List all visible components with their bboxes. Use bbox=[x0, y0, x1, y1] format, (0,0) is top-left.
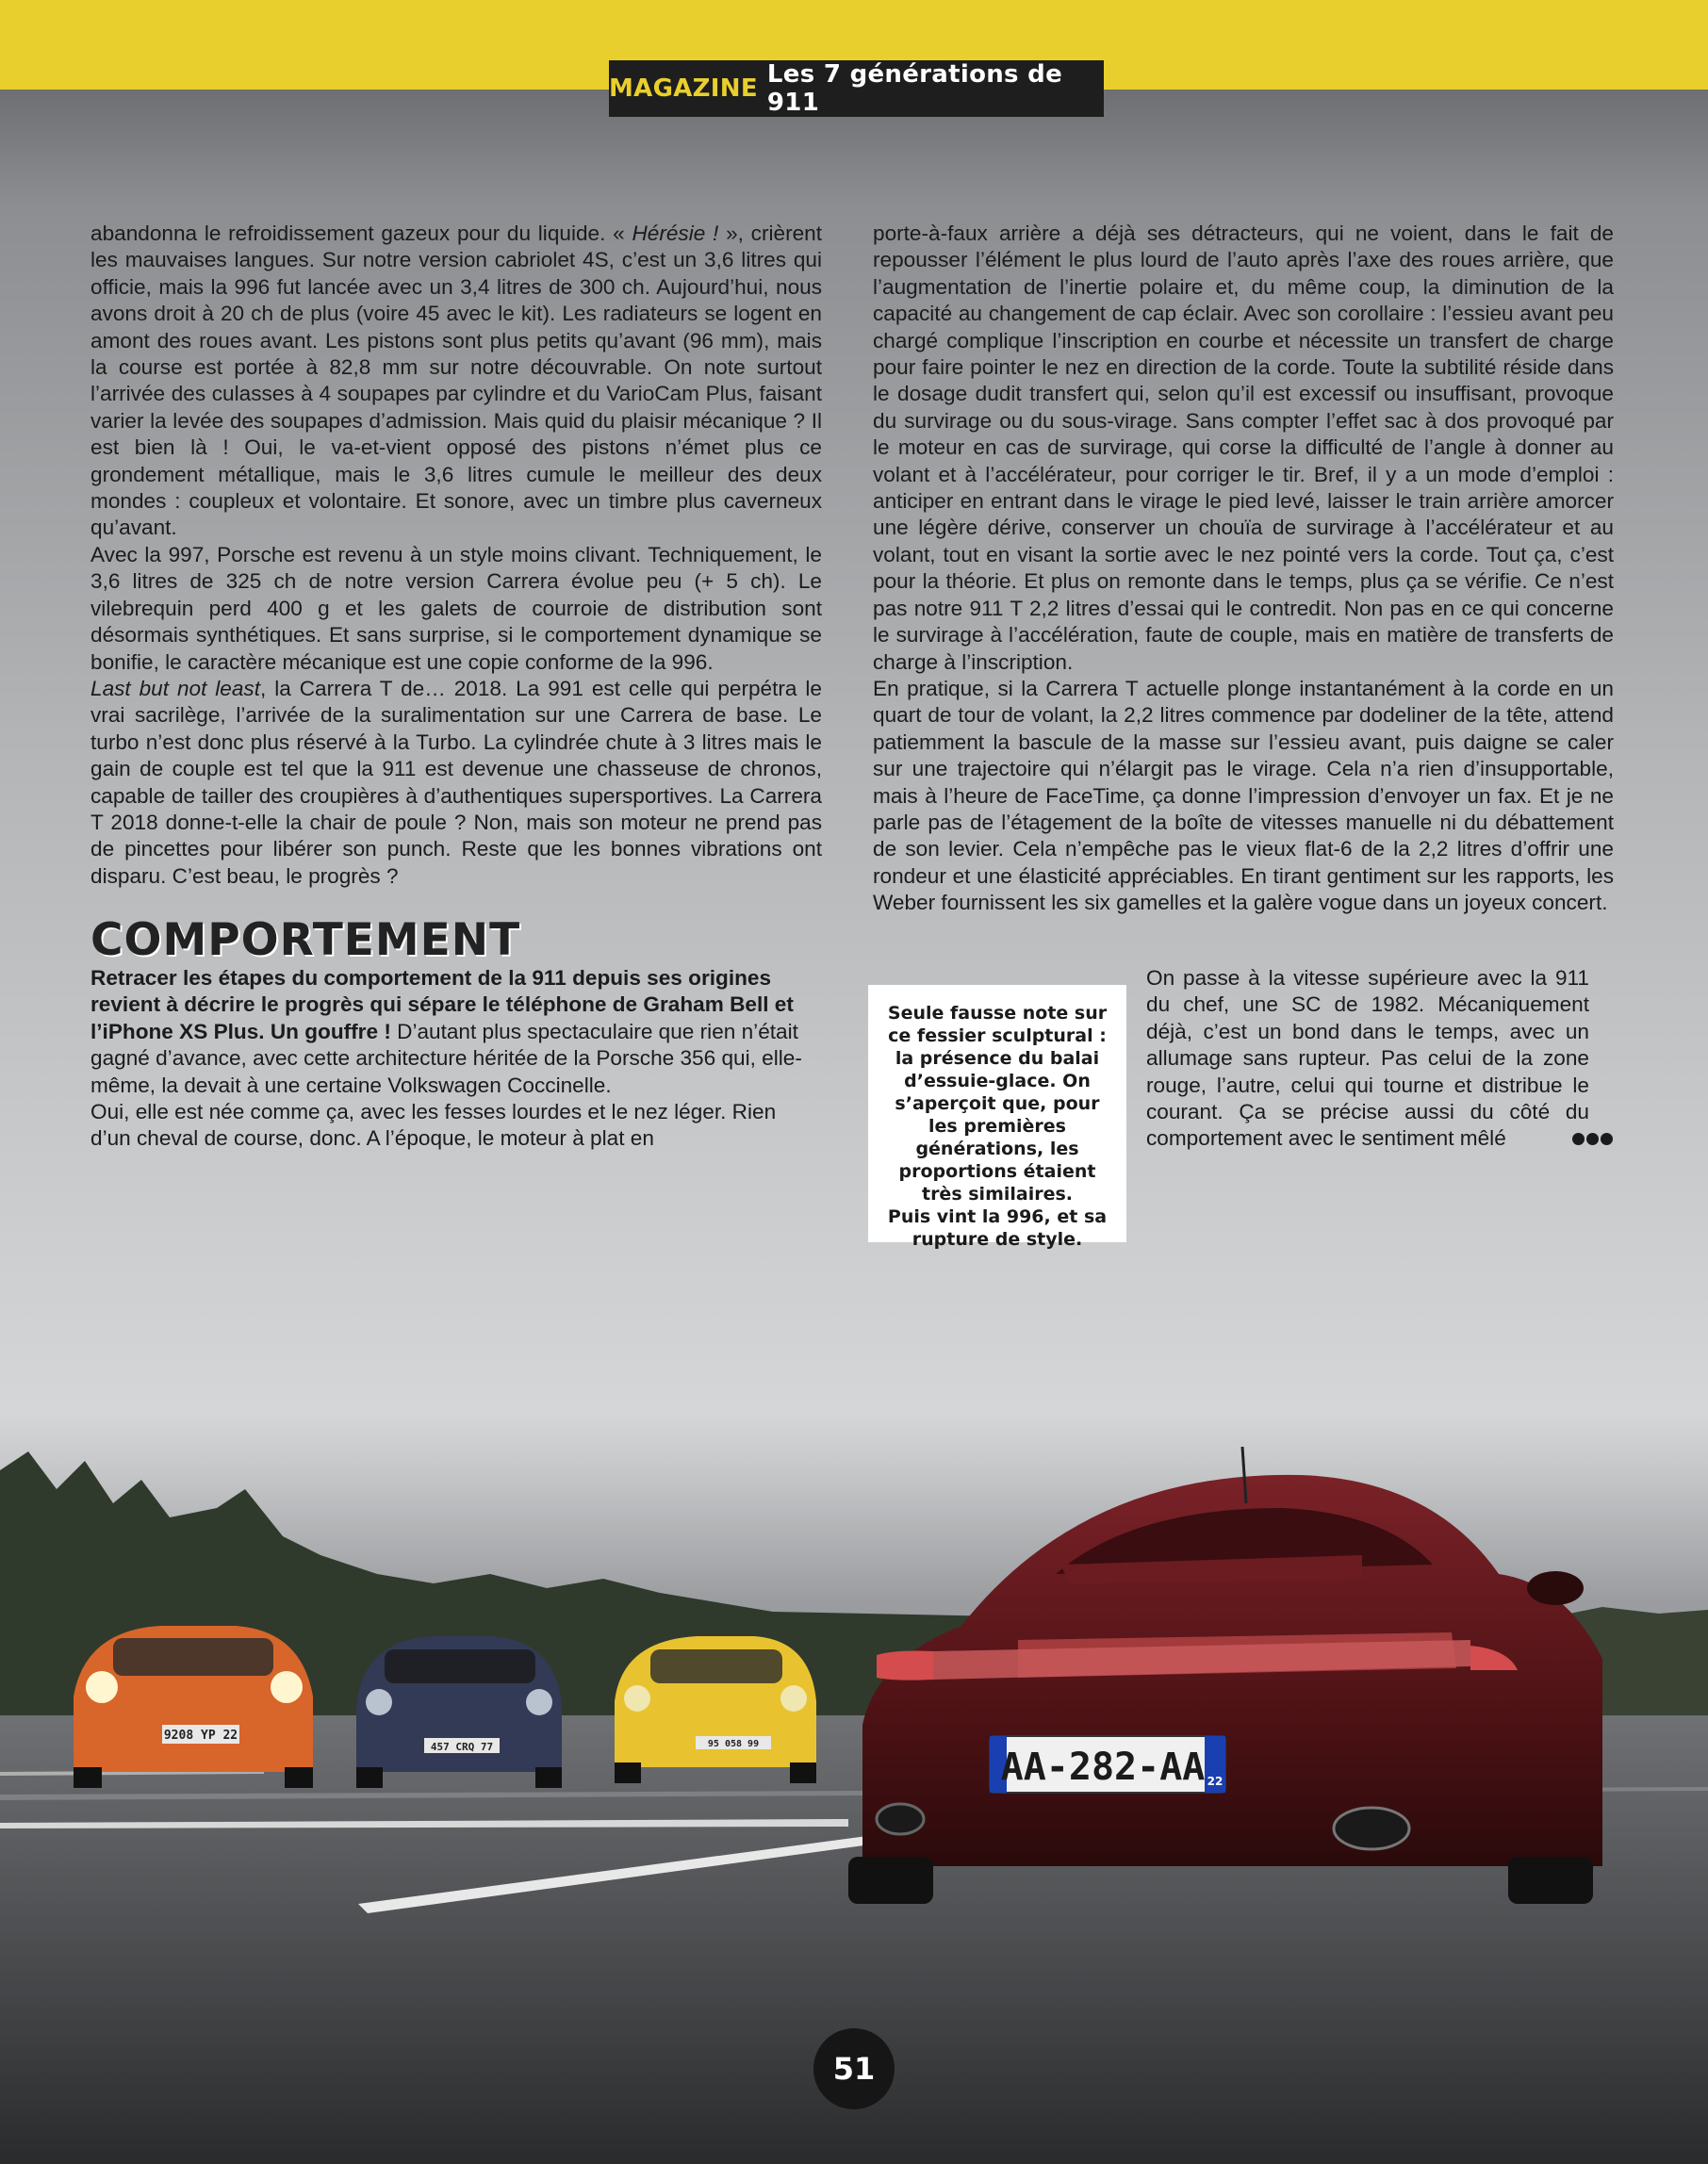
lead-text: Retracer les étapes du comportement de la 911 depuis ses origines revient à décrire le progrès qui sépare le téléphone de Graham Bell et l’iPhone XS Plus. Un gouffre ! bbox=[90, 966, 794, 1043]
paragraph: On passe à la vitesse supérieure avec la 911 du chef, une SC de 1982. Mécaniquement déjà, c’est un bond dans le temps, avec un allumage sans rupteur. Pas celui de la zone rouge, l’autre, celui qui tourne et distribue le courant. Ça se précise aussi du côté du comportement avec le sentiment mêlé bbox=[1146, 966, 1589, 1151]
right-column-continued bbox=[1146, 965, 1589, 1153]
paragraph: En pratique, si la Carrera T actuelle plonge instantanément à la corde en un quart de tour de volant, la 2,2 litres commence par dodeliner de la tête, attend patiemment la bascule de la masse sur l’essieu avant, puis daigne se caler sur une trajectoire qui n’élargit pas le virage. Cela n’a rien d’insupportable, mais à l’heure de FaceTime, ça donne l’impression d’envoyer un fax. Et je ne parle pas de l’étagement de la boîte de vitesses manuelle ni du débattement de son levier. Cela n’empêche pas le vieux flat-6 de la 2,2 litres d’offrir une rondeur et une élasticité appréciables. En tirant gentiment sur les rapports, les Weber fournissent les six gamelles et la galère vogue dans un joyeux concert. bbox=[873, 676, 1614, 915]
left-column bbox=[90, 221, 822, 890]
right-column bbox=[873, 221, 1614, 917]
section-text bbox=[90, 965, 822, 1153]
orange-porsche bbox=[74, 1626, 313, 1788]
svg-text:457 CRQ 77: 457 CRQ 77 bbox=[430, 1741, 494, 1753]
svg-text:AA-282-AA: AA-282-AA bbox=[1000, 1746, 1206, 1789]
red-porsche-993 bbox=[848, 1447, 1602, 1904]
section-heading: COMPORTEMENT bbox=[90, 914, 521, 966]
paragraph: Last but not least, la Carrera T de… 2018. La 991 est celle qui perpétra le vrai sacrilège, l’arrivée de la suralimentation sur une Carrera de base. Le turbo n’est donc plus réservé à la Turbo. La cylindrée chute à 3 litres mais le gain de couple est tel que la 911 est devenue une chasseuse de chronos, capable de tailler des croupières à d’authentiques supersportives. La Carrera T 2018 donne-t-elle la chair de poule ? Non, mais son moteur ne prend pas de pincettes pour libérer son punch. Reste que les bonnes vibrations ont disparu. C’est beau, le progrès ? bbox=[90, 676, 822, 888]
photo-caption: Seule fausse note sur ce fessier sculptural : la présence du balai d’essuie-glace. On s’aperçoit que, pour les premières générations, les proportions étaient très similaires. Puis vint la 996, et sa rupture de style. bbox=[868, 985, 1126, 1242]
paragraph: Retracer les étapes du comportement de la 911 depuis ses origines revient à décrire le progrès qui sépare le téléphone de Graham Bell et l’iPhone XS Plus. Un gouffre ! D’autant plus spectaculaire que rien n’était gagné d’avance, avec cette architecture héritée de la Porsche 356 qui, elle-même, la devait à une certaine Volkswagen Coccinelle. bbox=[90, 966, 802, 1097]
paragraph: abandonna le refroidissement gazeux pour du liquide. « Hérésie ! », crièrent les mauvaises langues. Sur notre version cabriolet 4S, c’est un 3,6 litres qui officie, mais la 996 fut lancée avec un 3,4 litres de 300 ch. Aujourd’hui, nous avons droit à 20 ch de plus (voire 45 avec le kit). Les radiateurs se logent en amont des roues avant. Les pistons sont plus petits qu’avant (96 mm), mais la course est portée à 82,8 mm sur notre découvrable. On note surtout l’arrivée des culasses à 4 soupapes par cylindre et du VarioCam Plus, faisant varier la levée des soupapes d’admission. Mais quid du plaisir mécanique ? Il est bien là ! Oui, le va-et-vient opposé des pistons n’émet plus ce grondement métallique, mais le 3,6 litres cumule le meilleur des deux mondes : coupleux et volontaire. Et sonore, avec un timbre plus caverneux qu’avant. bbox=[90, 221, 823, 540]
yellow-porsche bbox=[615, 1636, 816, 1783]
page-number: 51 bbox=[813, 2028, 895, 2109]
svg-text:9208 YP 22: 9208 YP 22 bbox=[163, 1729, 238, 1743]
section-label: MAGAZINE bbox=[609, 74, 758, 103]
paragraph: Avec la 997, Porsche est revenu à un style moins clivant. Techniquement, le 3,6 litres de 325 ch de notre version Carrera évolue peu (+ 5 ch). Le vilebrequin perd 400 g et les galets de courroie de distribution sont désormais synthétiques. Et sans surprise, si le comportement dynamique se bonifie, le caractère mécanique est une copie conforme de la 996. bbox=[90, 542, 822, 674]
article-title: Les 7 générations de 911 bbox=[766, 60, 1063, 117]
svg-text:22: 22 bbox=[1207, 1775, 1224, 1788]
header-tab bbox=[609, 60, 1104, 117]
paragraph: porte-à-faux arrière a déjà ses détracteurs, qui ne voient, dans le fait de repousser l’élément le plus lourd de l’auto après l’axe des roues arrière, que l’augmentation de l’inertie polaire et, du même coup, la diminution de la capacité au changement de cap éclair. Avec son corollaire : l’essieu avant peu chargé complique l’inscription en courbe et nécessite un transfert de charge pour faire pointer le nez en direction de la corde. Toute la subtilité réside dans le dosage dudit transfert qui, selon qu’il est excessif ou insuffisant, provoque du survirage ou du sous-virage. Sans compter l’effet sac à dos provoqué par le moteur en cas de survirage, qui corse la difficulté de l’angle à donner au volant et à l’accélérateur, pour corriger le tir. Bref, il y a un mode d’emploi : anticiper en entrant dans le virage le pied levé, laisser le train arrière amorcer une légère dérive, conserver un chouïa de survirage à l’accélérateur et au volant, tout en visant la sortie avec le nez pointé vers la corde. Tout ça, c’est pour la théorie. Et plus on remonte dans le temps, plus ça se vérifie. Ce n’est pas notre 911 T 2,2 litres d’essai qui le contredit. Non pas en ce qui concerne le survirage à l’accélération, faute de couple, mais en matière de transferts de charge à l’inscription. bbox=[873, 221, 1614, 674]
svg-text:95 058 99: 95 058 99 bbox=[707, 1739, 760, 1749]
paragraph: Oui, elle est née comme ça, avec les fesses lourdes et le nez léger. Rien d’un cheval de course, donc. A l’époque, le moteur à plat en bbox=[90, 1100, 777, 1151]
blue-porsche bbox=[356, 1636, 562, 1788]
continue-dots-icon bbox=[1572, 1133, 1615, 1150]
